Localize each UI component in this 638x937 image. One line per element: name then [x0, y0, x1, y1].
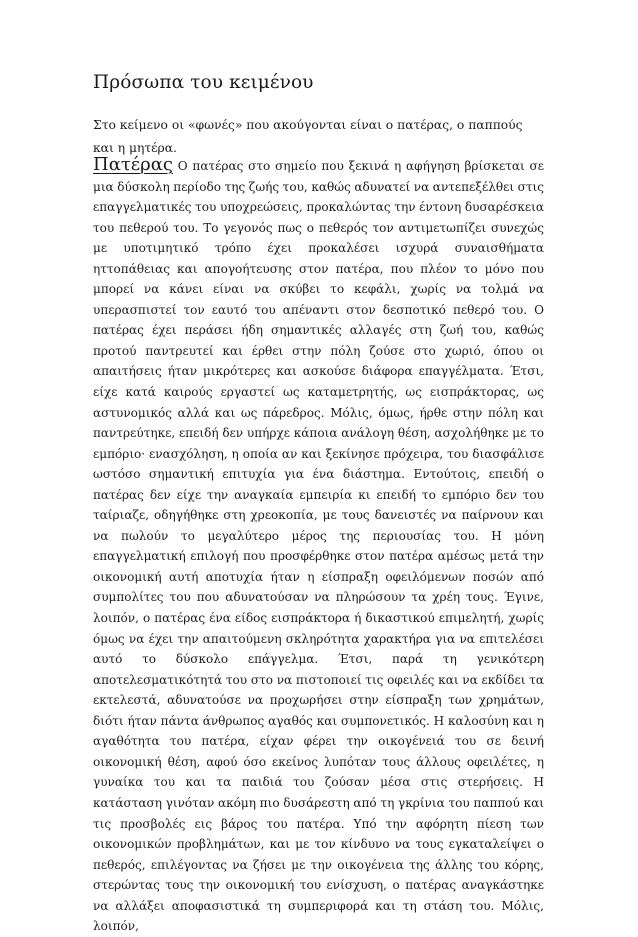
intro-paragraph: Στο κείμενο οι «φωνές» που ακούγονται είναι ο πατέρας, ο παππούς και η μητέρα. [93, 118, 523, 155]
paragraph-lead-word: Πατέρας [93, 154, 173, 175]
body-paragraph [93, 155, 544, 937]
section-heading: Πρόσωπα του κειμένου [93, 72, 314, 93]
paragraph-text: Ο πατέρας στο σημείο που ξεκινά η αφήγηση βρίσκεται σε μια δύσκολη περίοδο της ζωής του, καθώς αδυνατεί να αντεπεξέλθει στις επαγγελματικές του υποχρεώσεις, προκαλώντας την έντονη δυσαρέσκεια του πεθερού του. Το γεγονός πως ο πεθερός τον αντιμετωπίζει συνεχώς με υποτιμητικό τρόπο έχει προκαλέσει ισχυρά συναισθήματα ηττοπάθειας και απογοήτευσης στον πατέρα, που πλέον το μόνο που μπορεί να κάνει είναι να σκύβει το κεφάλι, χωρίς να τολμά να υπερασπιστεί τον εαυτό του απέναντι στον δεσποτικό πεθερό του. Ο πατέρας έχει περάσει ήδη σημαντικές αλλαγές στη ζωή του, καθώς προτού παντρευτεί και έρθει στην πόλη ζούσε στο χωριό, όπου οι απαιτήσεις ήταν μικρότερες και ασκούσε διάφορα επαγγέλματα. Έτσι, είχε κατά καιρούς εργαστεί ως καταμετρητής, ως εισπράκτορας, ως αστυνομικός αλλά και ως πάρεδρος. Μόλις, όμως, ήρθε στην πόλη και παντρεύτηκε, επειδή δεν υπήρχε κάποια ανάλογη θέση, ασχολήθηκε με το εμπόριο· ενασχόληση, η οποία αν και ξεκίνησε πρόχειρα, του διασφάλισε ωστόσο σημαντική επιτυχία για ένα διάστημα. Εντούτοις, επειδή ο πατέρας δεν είχε την αναγκαία εμπειρία κι επειδή το εμπόριο δεν του ταίριαζε, οδηγήθηκε στη χρεοκοπία, με τους δανειστές να παίρνουν και να πωλούν το μεγαλύτερο μέρος της περιουσίας του. Η μόνη επαγγελματική επιλογή που προσφέρθηκε στον πατέρα αμέσως μετά την οικονομική αυτή αποτυχία ήταν η είσπραξη οφειλόμενων ποσών από συμπολίτες του που αδυνατούσαν να πληρώσουν τα χρέη τους. Έγινε, λοιπόν, ο πατέρας ένα είδος εισπράκτορα ή δικαστικού επιμελητή, χωρίς όμως να έχει την απαιτούμενη σκληρότητα χαρακτήρα για να επιτελέσει αυτό το δύσκολο επάγγελμα. Έτσι, παρά τη γενικότερη αποτελεσματικότητά του στο να πιστοποιεί τις οφειλές και να εκδίδει τα εκτελεστά, αδυνατούσε να προχωρήσει στην είσπραξη των χρημάτων, διότι ήταν πάντα άνθρωπος αγαθός και συμπονετικός. Η καλοσύνη και η αγαθότητα του πατέρα, είχαν φέρει την οικογένειά του σε δεινή οικονομική θέση, αφού όσο εκείνος λυπόταν τους άλλους οφειλέτες, η γυναίκα του και τα παιδιά του ζούσαν μέσα στις στερήσεις. Η κατάσταση γινόταν ακόμη πιο δυσάρεστη από τη γκρίνια του παππού και τις προσβολές εις βάρος του πατέρα. Υπό την αφόρητη πίεση των οικονομικών προβλημάτων, και με τον κίνδυνο να τους εγκαταλείψει ο πεθερός, επιλέγοντας να ζήσει με την οικογένεια της άλλης του κόρης, στερώντας τους την οικονομική του ενίσχυση, ο πατέρας αναγκάστηκε να αλλάξει αποφασιστικά τη συμπεριφορά και τη στάση του. Μόλις, λοιπόν, [93, 159, 544, 934]
